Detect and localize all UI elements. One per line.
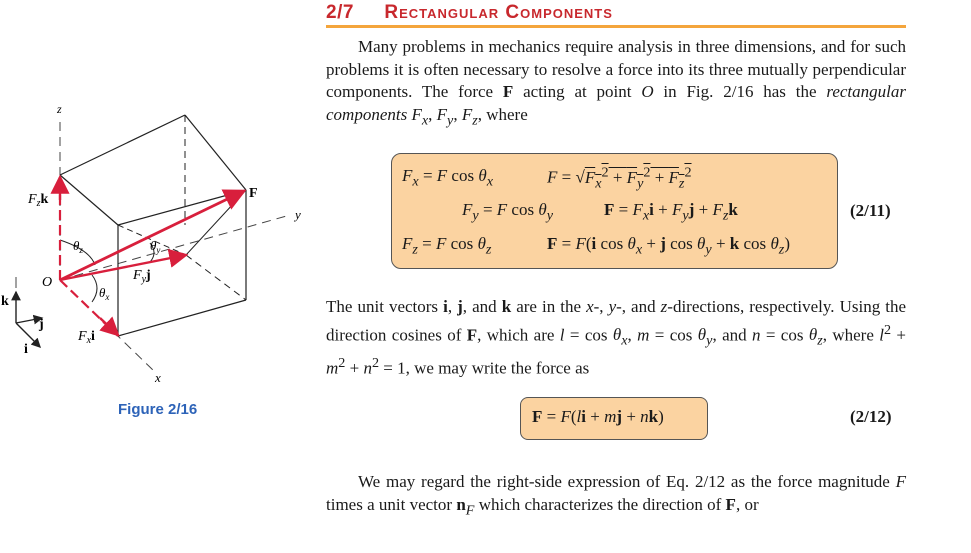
equation-number-2-12: (2/12) xyxy=(850,407,892,426)
theta-z-label: $\theta_z$ xyxy=(73,238,83,255)
x-axis-label: x xyxy=(155,370,161,385)
theta-x-label: $\theta_x$ xyxy=(99,285,110,302)
equation-number-2-11: (2/11) xyxy=(850,201,891,220)
fxi-label: $F_xi$ xyxy=(78,329,95,346)
section-heading xyxy=(326,2,906,28)
unit-j-label: j xyxy=(39,317,44,332)
paragraph-unit-vectors: The unit vectors i, j, and k are in the x-, y-, and z-directions, respectively. Using the direction cosines of F, which are $l = \cos \theta_x$, $m = \cos \theta_y$, and $n = \cos \theta_z$, where $l^2 + m^2 + n^2 = 1$, we may write the force as xyxy=(326,297,907,378)
unit-k-label: k xyxy=(1,294,9,309)
equation-fy: $F_y = F$ $\cos \theta_y$ xyxy=(462,200,553,224)
origin-label: O xyxy=(42,275,53,290)
figure-caption: Figure 2/16 xyxy=(118,401,198,418)
unit-i-label: i xyxy=(24,342,28,357)
fx-vector xyxy=(100,318,118,335)
y-axis-label: y xyxy=(295,207,301,222)
paragraph-unit-vector-nf: We may regard the right-side expression of Eq. 2/12 as the force magnitude F times a unit vector $n_F$ which characterizes the direction of F, or xyxy=(326,472,906,518)
force-vector-f xyxy=(60,191,244,280)
unit-i-vector xyxy=(16,323,40,347)
equation-vector-sum: $F = F_xi + F_yj + F_zk$ xyxy=(604,200,738,224)
section-number: 2/7 xyxy=(326,2,354,23)
box-outline xyxy=(60,115,246,336)
force-label: F xyxy=(249,186,258,201)
z-axis-label: z xyxy=(57,102,62,116)
equation-magnitude: $F = √F_x^2 + F_y^2 + F_z^2$ xyxy=(547,164,692,192)
paragraph-intro: Many problems in mechanics require analysis in three dimensions, and for such problems it is often necessary to resolve a force into its three mutually perpendicular components. The force F acting at point O in Fig. 2/16 has the rectangular components $F_x$, $F_y$, $F_z$, where xyxy=(326,37,906,128)
construction-line xyxy=(186,190,246,255)
fzk-label: $F_zk$ xyxy=(28,192,49,209)
theta-y-label: $\theta_y$ xyxy=(150,238,161,255)
equation-fx: $F_x = F$ $\cos \theta_x$ xyxy=(402,166,493,190)
fy-vector xyxy=(60,255,186,280)
section-title: Rectangular Components xyxy=(384,2,613,23)
figure-2-16 xyxy=(0,0,330,400)
angle-arc-theta-x xyxy=(92,275,97,302)
box-hidden-edges xyxy=(60,115,246,300)
fyj-label: $F_yj$ xyxy=(133,268,151,285)
equation-fz: $F_z = F$ $\cos \theta_z$ xyxy=(402,234,492,258)
equation-direction-cosines: F = F(i $\cos \theta_x + j$ $\cos \theta_y + k$ $\cos \theta_z$) xyxy=(547,234,790,258)
equation-unit-form: F = F(li + mj + nk) xyxy=(532,407,664,426)
